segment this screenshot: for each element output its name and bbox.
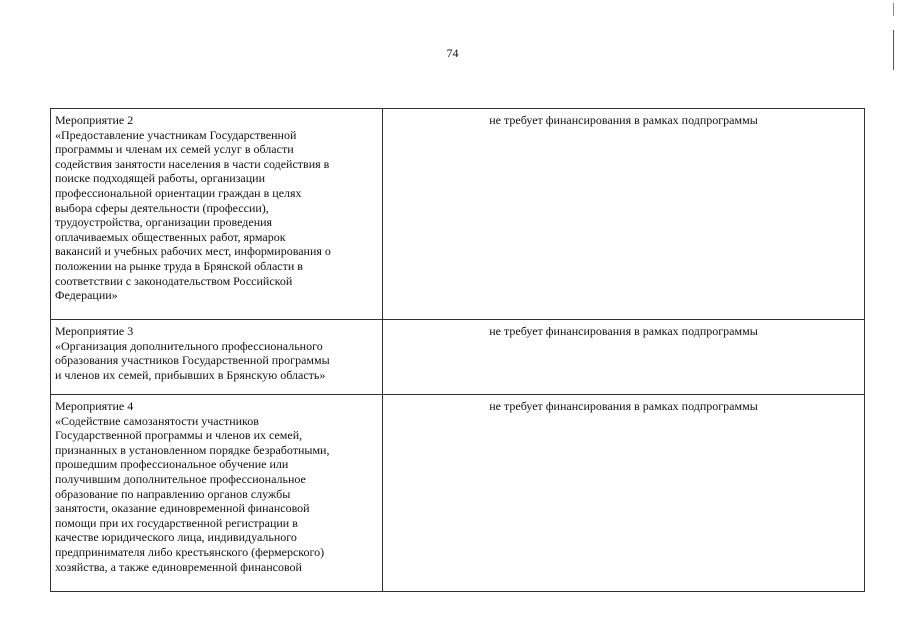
event-text-line: вакансий и учебных рабочих мест, информирования о	[55, 244, 331, 259]
event-text-line: «Предоставление участникам Государственной	[55, 127, 297, 142]
event-text-line: признанных в установленном порядке безработными,	[55, 442, 330, 457]
event-description-cell	[51, 320, 383, 395]
event-text-line: профессиональной ориентации граждан в целях	[55, 185, 302, 200]
funding-cell	[383, 320, 865, 395]
funding-note: не требует финансирования в рамках подпрограммы	[489, 324, 758, 338]
event-text-line: образования участников Государственной программы	[55, 353, 330, 368]
funding-cell	[383, 395, 865, 592]
event-text-line: содействия занятости населения в части содействия в	[55, 156, 330, 171]
event-text-line: занятости, оказание единовременной финансовой	[55, 501, 310, 516]
funding-cell	[383, 109, 865, 320]
funding-note: не требует финансирования в рамках подпрограммы	[489, 113, 758, 127]
event-text-line: Государственной программы и членов их семей,	[55, 428, 303, 443]
event-text-line: образование по направлению органов службы	[55, 486, 291, 501]
event-text-line: и членов их семей, прибывших в Брянскую область»	[55, 367, 326, 382]
event-text-line: прошедшим профессиональное обучение или	[55, 457, 289, 472]
event-title: Мероприятие 3	[55, 324, 134, 338]
event-text-line: хозяйства, а также единовременной финансовой	[55, 559, 302, 574]
table-row-event-4	[51, 395, 865, 592]
table-row-event-3	[51, 320, 865, 395]
event-text-line: выбора сферы деятельности (профессии),	[55, 200, 269, 215]
event-text-line: Федерации»	[55, 288, 118, 303]
margin-mark-top	[893, 3, 894, 16]
event-description-cell	[51, 395, 383, 592]
event-text-line: поиске подходящей работы, организации	[55, 171, 266, 186]
event-description-cell	[51, 109, 383, 320]
event-text-line: соответствии с законодательством Российской	[55, 273, 293, 288]
page-number: 74	[446, 46, 459, 60]
event-text-line: «Организация дополнительного профессионального	[55, 338, 323, 353]
event-title: Мероприятие 4	[55, 399, 134, 413]
event-text-line: оплачиваемых общественных работ, ярмарок	[55, 229, 286, 244]
event-text-line: программы и членам их семей услуг в области	[55, 142, 294, 157]
event-text-line: качестве юридического лица, индивидуального	[55, 530, 297, 545]
funding-note: не требует финансирования в рамках подпрограммы	[489, 399, 758, 413]
event-text-line: трудоустройства, организации проведения	[55, 215, 273, 230]
event-text-line: предпринимателя либо крестьянского (фермерского)	[55, 544, 325, 559]
event-title: Мероприятие 2	[55, 113, 134, 127]
event-text-line: помощи при их государственной регистрации в	[55, 515, 298, 530]
event-text-line: «Содействие самозанятости участников	[55, 413, 259, 428]
table-row-event-2	[51, 109, 865, 320]
event-text-line: положении на рынке труда в Брянской области в	[55, 258, 303, 273]
subprogram-events-table	[50, 108, 865, 592]
event-text-line: получившим дополнительное профессиональное	[55, 471, 306, 486]
